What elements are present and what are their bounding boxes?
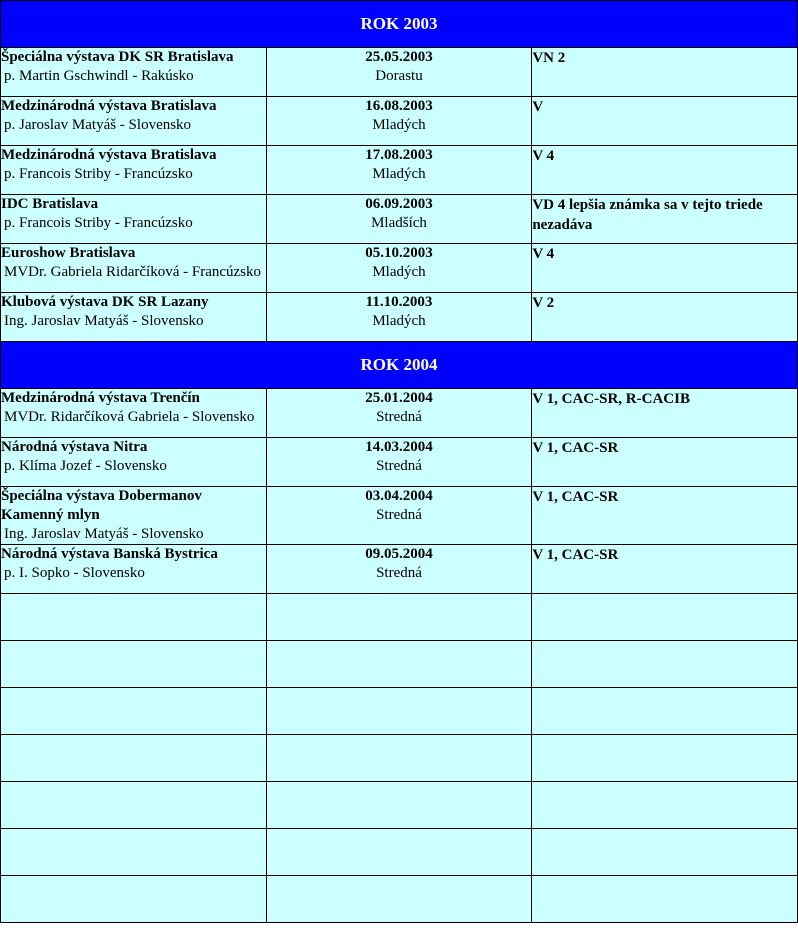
- date-cell: [266, 146, 532, 195]
- empty-cell: [1, 829, 267, 876]
- year-header-row: [1, 1, 798, 48]
- table-row: [1, 195, 798, 244]
- result-cell: V 2: [532, 293, 798, 342]
- empty-row: [1, 735, 798, 782]
- judge-name: Ing. Jaroslav Matyáš - Slovensko: [4, 526, 204, 542]
- empty-row: [1, 829, 798, 876]
- empty-cell: [1, 735, 267, 782]
- table-row: [1, 97, 798, 146]
- empty-cell: [266, 594, 532, 641]
- year-header-2004: ROK 2004: [1, 342, 798, 389]
- empty-cell: [266, 782, 532, 829]
- table-row: [1, 293, 798, 342]
- event-name: Špeciálna výstava DK SR Bratislava: [1, 49, 234, 65]
- empty-cell: [532, 735, 798, 782]
- result-cell: VN 2: [532, 48, 798, 97]
- event-cell: [1, 438, 267, 487]
- show-class: Mladých: [372, 117, 426, 133]
- empty-cell: [1, 688, 267, 735]
- empty-cell: [532, 594, 798, 641]
- show-date: 14.03.2004: [365, 439, 433, 455]
- show-date: 25.01.2004: [365, 390, 433, 406]
- show-class: Stredná: [376, 409, 422, 425]
- date-cell: [266, 438, 532, 487]
- empty-row: [1, 641, 798, 688]
- date-cell: [266, 545, 532, 594]
- empty-cell: [532, 782, 798, 829]
- date-cell: [266, 97, 532, 146]
- event-name: Medzinárodná výstava Bratislava: [1, 147, 217, 163]
- show-date: 25.05.2003: [365, 49, 433, 65]
- show-class: Mladých: [372, 166, 426, 182]
- event-name: IDC Bratislava: [1, 196, 99, 212]
- event-cell: [1, 195, 267, 244]
- judge-name: MVDr. Ridarčíková Gabriela - Slovensko: [4, 409, 255, 425]
- judge-name: p. Francois Striby - Francúzsko: [4, 215, 193, 231]
- table-row: [1, 487, 798, 545]
- result-cell: V 1, CAC-SR: [532, 545, 798, 594]
- result-cell: V 1, CAC-SR: [532, 487, 798, 545]
- event-cell: [1, 244, 267, 293]
- show-date: 11.10.2003: [365, 294, 433, 310]
- event-name: Špeciálna výstava Dobermanov Kamenný mlyn: [1, 488, 202, 523]
- empty-cell: [266, 688, 532, 735]
- event-cell: [1, 487, 267, 545]
- event-cell: [1, 545, 267, 594]
- year-header-2003: ROK 2003: [1, 1, 798, 48]
- empty-row: [1, 594, 798, 641]
- table-row: [1, 438, 798, 487]
- empty-cell: [266, 876, 532, 923]
- show-date: 09.05.2004: [365, 546, 433, 562]
- table-row: [1, 244, 798, 293]
- empty-cell: [532, 876, 798, 923]
- table-row: [1, 389, 798, 438]
- year-header-row: [1, 342, 798, 389]
- empty-cell: [266, 829, 532, 876]
- show-class: Stredná: [376, 507, 422, 523]
- empty-cell: [532, 641, 798, 688]
- empty-cell: [1, 782, 267, 829]
- event-name: Národná výstava Banská Bystrica: [1, 546, 218, 562]
- event-cell: [1, 48, 267, 97]
- result-cell: V: [532, 97, 798, 146]
- show-class: Mladších: [371, 215, 427, 231]
- show-class: Mladých: [372, 264, 426, 280]
- event-name: Euroshow Bratislava: [1, 245, 136, 261]
- event-name: Klubová výstava DK SR Lazany: [1, 294, 209, 310]
- empty-cell: [1, 876, 267, 923]
- event-cell: [1, 97, 267, 146]
- judge-name: MVDr. Gabriela Ridarčíková - Francúzsko: [4, 264, 262, 280]
- show-class: Mladých: [372, 313, 426, 329]
- show-class: Dorastu: [375, 68, 423, 84]
- date-cell: [266, 487, 532, 545]
- event-cell: [1, 146, 267, 195]
- result-cell: V 1, CAC-SR, R-CACIB: [532, 389, 798, 438]
- judge-name: Ing. Jaroslav Matyáš - Slovensko: [4, 313, 204, 329]
- table-row: [1, 48, 798, 97]
- empty-cell: [532, 688, 798, 735]
- show-date: 06.09.2003: [365, 196, 433, 212]
- result-cell: V 4: [532, 244, 798, 293]
- empty-row: [1, 876, 798, 923]
- table-row: [1, 545, 798, 594]
- result-cell: V 1, CAC-SR: [532, 438, 798, 487]
- empty-cell: [1, 594, 267, 641]
- date-cell: [266, 195, 532, 244]
- date-cell: [266, 293, 532, 342]
- event-name: Medzinárodná výstava Bratislava: [1, 98, 217, 114]
- empty-row: [1, 688, 798, 735]
- date-cell: [266, 48, 532, 97]
- show-class: Stredná: [376, 458, 422, 474]
- judge-name: p. Klíma Jozef - Slovensko: [4, 458, 167, 474]
- show-class: Stredná: [376, 565, 422, 581]
- empty-cell: [532, 829, 798, 876]
- show-date: 16.08.2003: [365, 98, 433, 114]
- empty-cell: [266, 735, 532, 782]
- show-date: 05.10.2003: [365, 245, 433, 261]
- judge-name: p. Jaroslav Matyáš - Slovensko: [4, 117, 192, 133]
- empty-row: [1, 782, 798, 829]
- show-date: 17.08.2003: [365, 147, 433, 163]
- empty-cell: [1, 641, 267, 688]
- event-name: Medzinárodná výstava Trenčín: [1, 390, 200, 406]
- date-cell: [266, 389, 532, 438]
- empty-cell: [266, 641, 532, 688]
- event-name: Národná výstava Nitra: [1, 439, 148, 455]
- table-row: [1, 146, 798, 195]
- event-cell: [1, 293, 267, 342]
- result-cell: VD 4 lepšia známka sa v tejto triede nezadáva: [532, 195, 798, 244]
- judge-name: p. Francois Striby - Francúzsko: [4, 166, 193, 182]
- show-date: 03.04.2004: [365, 488, 433, 504]
- event-cell: [1, 389, 267, 438]
- date-cell: [266, 244, 532, 293]
- result-cell: V 4: [532, 146, 798, 195]
- judge-name: p. I. Sopko - Slovensko: [4, 565, 145, 581]
- judge-name: p. Martin Gschwindl - Rakúsko: [4, 68, 194, 84]
